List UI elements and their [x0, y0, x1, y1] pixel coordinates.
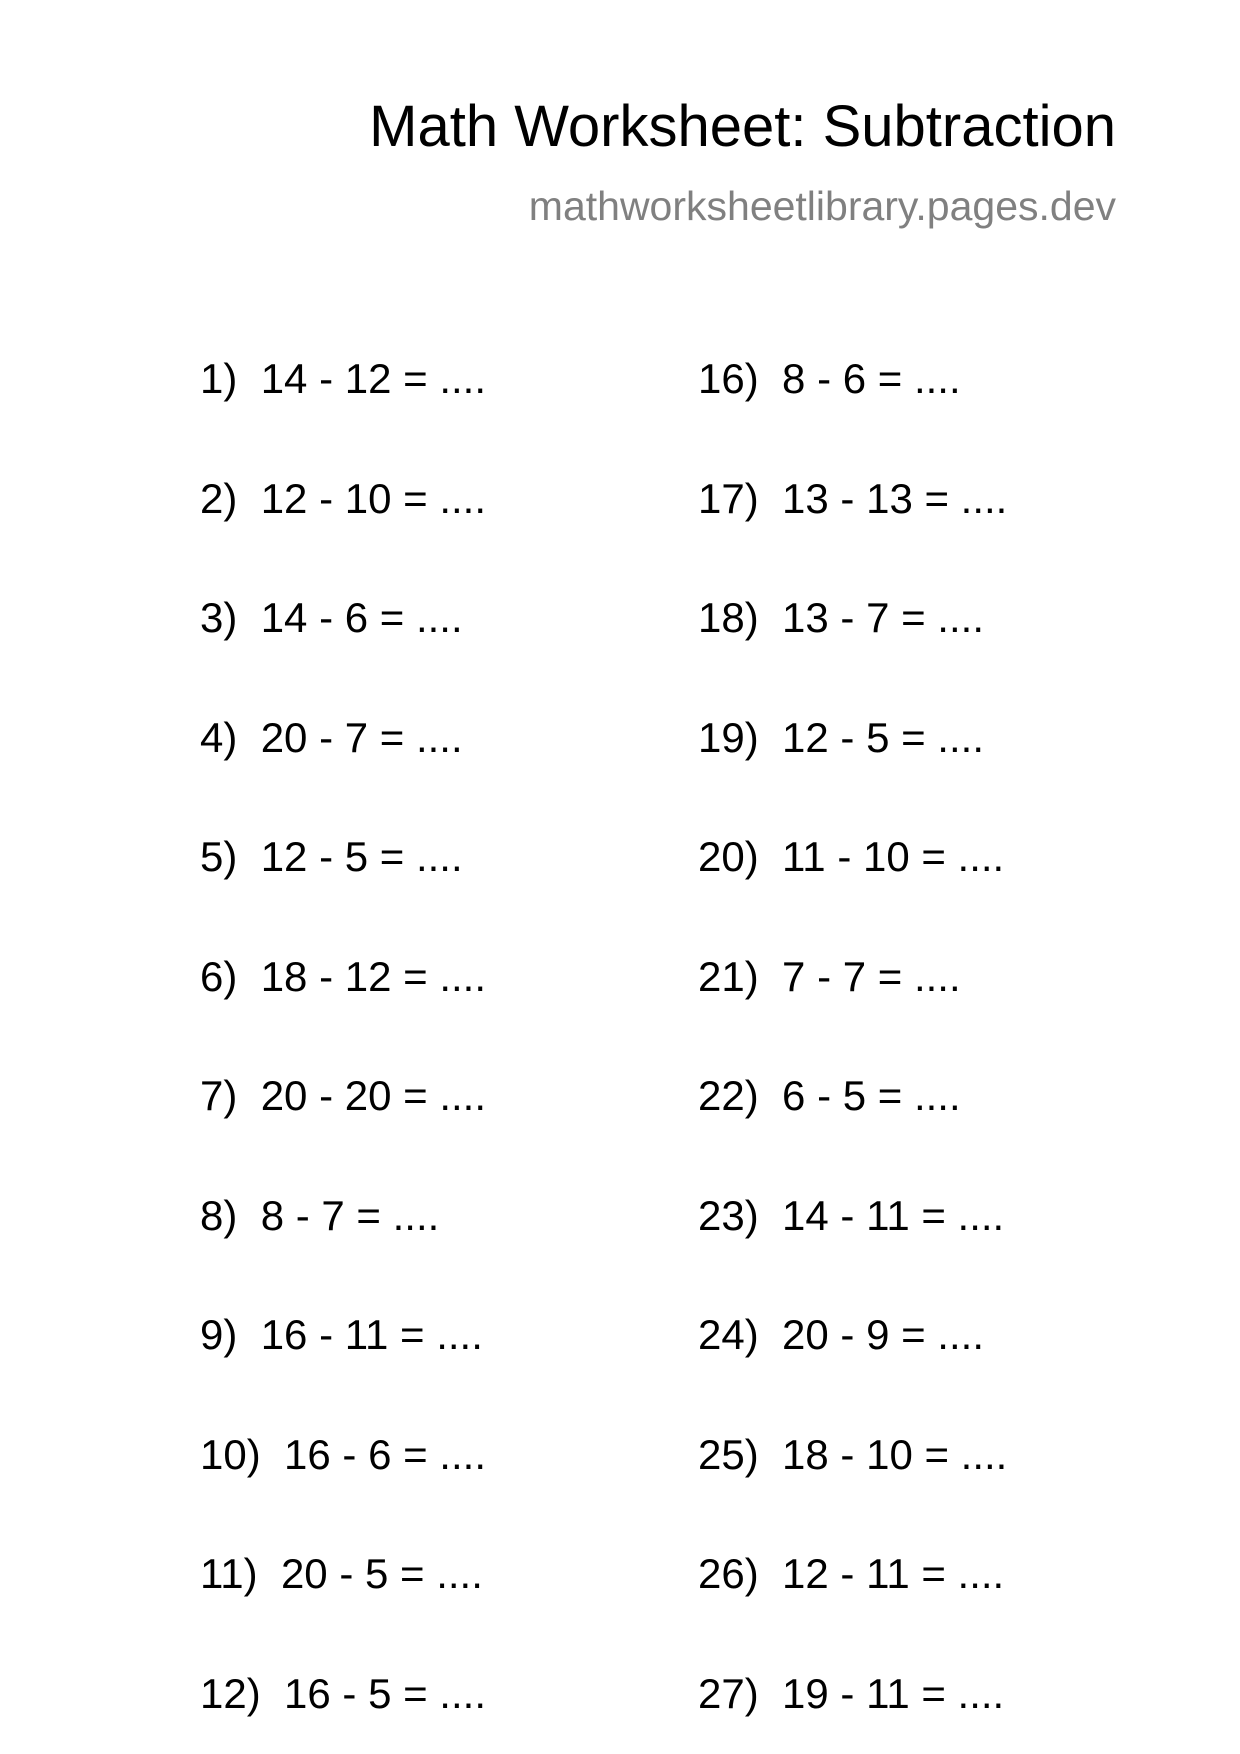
problem-item: [200, 1430, 486, 1478]
problem-expression: 12 - 5 = ....: [782, 713, 984, 761]
problem-item: [698, 1550, 1005, 1597]
problem-item: [200, 1669, 486, 1717]
problem-number: 20): [698, 833, 759, 880]
problem-number: 4): [200, 713, 238, 761]
problem-item: [200, 1072, 487, 1119]
problem-expression: 6 - 5 = ....: [782, 1072, 961, 1119]
problem-item: [200, 355, 487, 402]
problem-item: [200, 952, 487, 1000]
source-url: mathworksheetlibrary.pages.dev: [528, 183, 1116, 229]
problem-expression: 7 - 7 = ....: [782, 952, 961, 1000]
problem-item: [698, 833, 1005, 880]
problem-expression: 14 - 11 = ....: [782, 1191, 1005, 1239]
problem-expression: 8 - 7 = ....: [260, 1191, 440, 1239]
problem-expression: 12 - 10 = ....: [260, 474, 487, 522]
problem-expression: 19 - 11 = ....: [782, 1669, 1005, 1717]
problem-number: 6): [200, 952, 238, 1000]
problem-number: 22): [698, 1072, 759, 1119]
problem-number: 7): [200, 1072, 238, 1119]
problem-item: [200, 1311, 483, 1358]
problem-expression: 16 - 6 = ....: [284, 1430, 486, 1478]
problem-number: 23): [698, 1191, 759, 1239]
problem-item: [698, 1191, 1005, 1239]
problem-number: 12): [200, 1669, 261, 1717]
problem-item: [200, 594, 463, 641]
problem-item: [698, 355, 961, 402]
problem-expression: 20 - 20 = ....: [260, 1072, 487, 1119]
page-title: Math Worksheet: Subtraction: [369, 94, 1116, 159]
problem-number: 2): [200, 474, 238, 522]
problem-expression: 8 - 6 = ....: [782, 355, 961, 402]
problem-number: 5): [200, 833, 238, 880]
problem-number: 24): [698, 1311, 759, 1358]
problem-item: [698, 1669, 1005, 1717]
problem-item: [698, 1072, 961, 1119]
problem-expression: 12 - 11 = ....: [782, 1550, 1005, 1597]
problem-number: 19): [698, 713, 759, 761]
problem-item: [200, 833, 463, 880]
problem-number: 17): [698, 474, 759, 522]
problem-expression: 20 - 7 = ....: [260, 713, 463, 761]
problem-number: 25): [698, 1430, 759, 1478]
problem-expression: 18 - 12 = ....: [260, 952, 487, 1000]
problem-item: [698, 594, 984, 641]
problem-number: 16): [698, 355, 759, 402]
problem-expression: 11 - 10 = ....: [782, 833, 1005, 880]
problem-number: 9): [200, 1311, 238, 1358]
problem-number: 1): [200, 355, 238, 402]
problem-item: [698, 713, 984, 761]
problem-item: [698, 1430, 1008, 1478]
problem-expression: 16 - 5 = ....: [284, 1669, 486, 1717]
problem-expression: 13 - 7 = ....: [782, 594, 984, 641]
problem-number: 8): [200, 1191, 238, 1239]
problem-item: [200, 1550, 483, 1597]
problem-item: [698, 474, 1008, 522]
problem-number: 11): [200, 1550, 258, 1597]
problem-item: [200, 1191, 440, 1239]
problem-item: [200, 713, 463, 761]
problem-item: [698, 952, 961, 1000]
problem-number: 26): [698, 1550, 759, 1597]
problem-item: [200, 474, 487, 522]
problem-expression: 16 - 11 = ....: [260, 1311, 483, 1358]
problem-number: 18): [698, 594, 759, 641]
problem-number: 10): [200, 1430, 261, 1478]
problem-expression: 20 - 5 = ....: [280, 1550, 483, 1597]
problem-expression: 18 - 10 = ....: [782, 1430, 1008, 1478]
problem-number: 21): [698, 952, 759, 1000]
problem-expression: 20 - 9 = ....: [782, 1311, 984, 1358]
problem-expression: 12 - 5 = ....: [260, 833, 463, 880]
problem-number: 27): [698, 1669, 759, 1717]
problem-expression: 14 - 6 = ....: [260, 594, 463, 641]
problem-expression: 14 - 12 = ....: [260, 355, 487, 402]
problem-number: 3): [200, 594, 238, 641]
problem-item: [698, 1311, 984, 1358]
problem-expression: 13 - 13 = ....: [782, 474, 1008, 522]
